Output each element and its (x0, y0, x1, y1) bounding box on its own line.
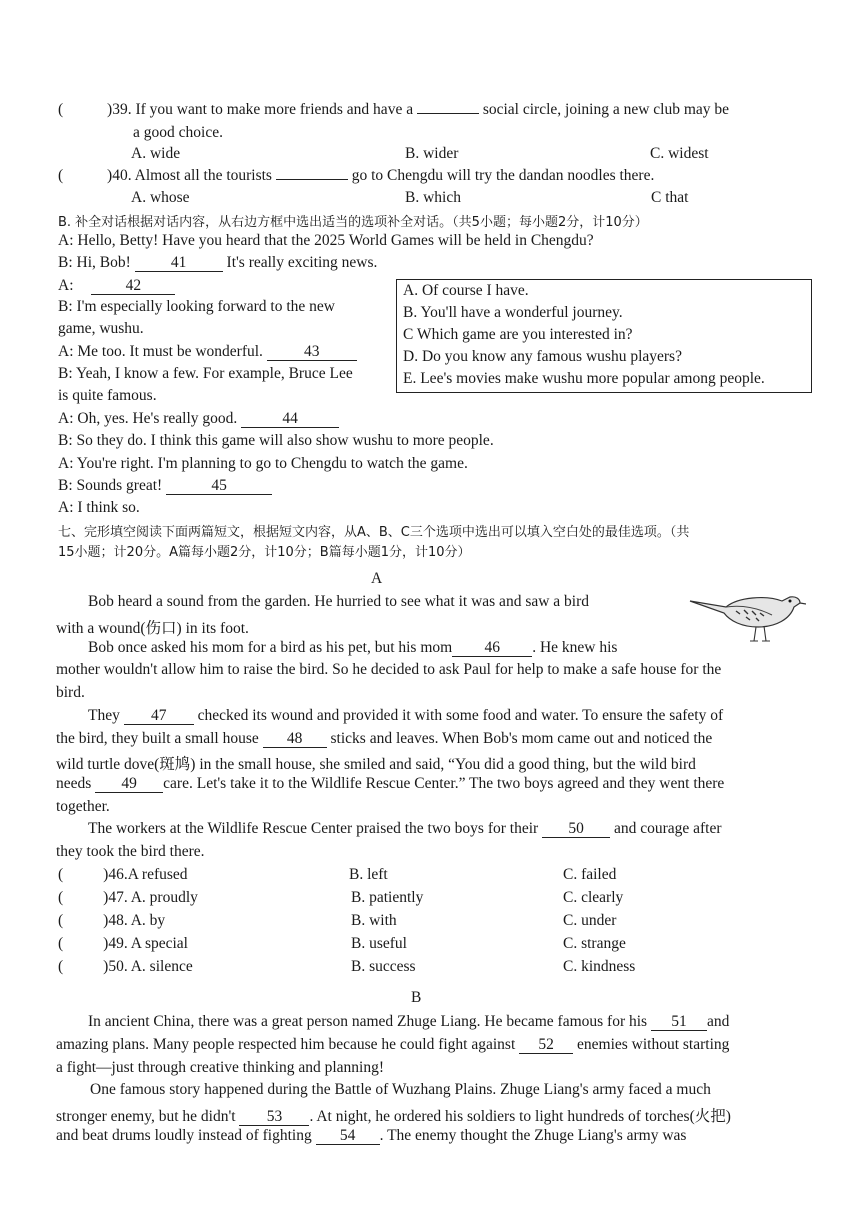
question-stem: Almost all the tourists (134, 167, 272, 184)
dialogue-line: game, wushu. (58, 320, 144, 337)
answer-paren: ( (58, 101, 64, 118)
dialogue-line: is quite famous. (58, 387, 157, 404)
answer-blank-41[interactable]: 41 (135, 255, 223, 272)
cloze-blank-51[interactable]: 51 (651, 1014, 707, 1031)
option-b: B. patiently (351, 889, 424, 906)
answer-blank-45[interactable]: 45 (166, 478, 272, 495)
choice-row: ( )47. A. proudly (58, 889, 198, 906)
passage-line: The workers at the Wildlife Rescue Center praised the two boys for their 50 and courage after (88, 820, 722, 837)
cloze-blank-49[interactable]: 49 (95, 776, 163, 793)
option-item: B. You'll have a wonderful journey. (403, 304, 623, 321)
dialogue-line: B: I'm especially looking forward to the new (58, 298, 335, 315)
question-stem-cont: social circle, joining a new club may be (482, 101, 730, 118)
passage-line: they took the bird there. (56, 843, 205, 860)
option-item: D. Do you know any famous wushu players? (403, 348, 682, 365)
answer-blank-44[interactable]: 44 (241, 411, 339, 428)
answer-blank[interactable] (276, 179, 348, 180)
passage-line: bird. (56, 684, 85, 701)
passage-label: B (411, 989, 422, 1006)
passage-line: wild turtle dove(斑鸠) in the small house, she smiled and said, “You did a good thing, but the wild bird (56, 756, 696, 773)
dialogue-line: A: Hello, Betty! Have you heard that the 2025 World Games will be held in Chengdu? (58, 232, 594, 249)
choice-row: ( )50. A. silence (58, 958, 193, 975)
option-item: E. Lee's movies make wushu more popular among people. (403, 370, 765, 387)
option-c: C. strange (563, 935, 626, 952)
dialogue-line: A: You're right. I'm planning to go to Chengdu to watch the game. (58, 455, 468, 472)
passage-line: Bob heard a sound from the garden. He hurried to see what it was and saw a bird (88, 593, 590, 610)
answer-blank[interactable] (417, 113, 479, 114)
question-number: 39 (112, 101, 128, 118)
answer-blank-42[interactable]: 42 (91, 278, 175, 295)
passage-line: with a wound(伤口) in its foot. (56, 620, 249, 637)
option-a: A. wide (131, 145, 181, 162)
option-a: A. whose (131, 189, 190, 206)
dialogue-line: B: Yeah, I know a few. For example, Bruce Lee (58, 365, 353, 382)
option-c: C. under (563, 912, 617, 929)
dialogue-line: B: So they do. I think this game will also show wushu to more people. (58, 432, 494, 449)
option-b: B. left (349, 866, 388, 883)
option-b: B. with (351, 912, 397, 929)
passage-line: One famous story happened during the Battle of Wuzhang Plains. Zhuge Liang's army faced a much (90, 1081, 711, 1098)
passage-line: Bob once asked his mom for a bird as his pet, but his mom 46 . He knew his (88, 639, 618, 656)
option-c: C. kindness (563, 958, 636, 975)
passage-line: together. (56, 798, 110, 815)
option-item: A. Of course I have. (403, 282, 529, 299)
question-number: 40 (112, 167, 128, 184)
choice-row: ( )48. A. by (58, 912, 166, 929)
option-b: B. useful (351, 935, 407, 952)
passage-line: mother wouldn't allow him to raise the bird. So he decided to ask Paul for help to make a safe house for the (56, 661, 722, 678)
section-heading: 七、完形填空阅读下面两篇短文，根据短文内容，从A、B、C三个选项中选出可以填入空白处的最佳选项。（共 (58, 525, 690, 540)
option-c: C. widest (650, 145, 709, 162)
option-item: C Which game are you interested in? (403, 326, 633, 343)
passage-line: stronger enemy, but he didn't 53 . At night, he ordered his soldiers to light hundreds of torches(火把) (56, 1108, 731, 1125)
cloze-blank-54[interactable]: 54 (316, 1128, 380, 1145)
choice-row: ( )49. A special (58, 935, 188, 952)
answer-paren: ( (58, 167, 64, 184)
dialogue-line: A: 42 (58, 277, 175, 295)
passage-line: In ancient China, there was a great person named Zhuge Liang. He became famous for his 51 and (88, 1013, 730, 1030)
bird-illustration (686, 585, 806, 647)
option-c: C. clearly (563, 889, 624, 906)
choice-row: ( )46.A refused (58, 866, 188, 883)
cloze-blank-52[interactable]: 52 (519, 1037, 573, 1054)
option-c: C. failed (563, 866, 617, 883)
passage-line: and beat drums loudly instead of fighting 54 . The enemy thought the Zhuge Liang's army was (56, 1127, 687, 1144)
passage-line: They 47 checked its wound and provided it with some food and water. To ensure the safety of (88, 707, 724, 724)
dialogue-line: B: Hi, Bob! 41 It's really exciting news. (58, 254, 378, 271)
dialogue-line: A: Me too. It must be wonderful. 43 (58, 343, 357, 361)
option-b: B. wider (405, 145, 459, 162)
dialogue-line: A: Oh, yes. He's really good. 44 (58, 410, 339, 428)
question-stem: If you want to make more friends and have a (135, 101, 414, 118)
cloze-blank-46[interactable]: 46 (452, 640, 532, 657)
option-b: B. which (405, 189, 461, 206)
question-39-cont: a good choice. (133, 124, 223, 141)
passage-line: a fight—just through creative thinking and planning! (56, 1059, 385, 1076)
passage-label: A (371, 570, 383, 587)
dialogue-line: B: Sounds great! 45 (58, 477, 272, 495)
cloze-blank-47[interactable]: 47 (124, 708, 194, 725)
options-box (396, 279, 812, 393)
cloze-blank-48[interactable]: 48 (263, 731, 327, 748)
cloze-blank-53[interactable]: 53 (239, 1109, 309, 1126)
section-heading-cont: 15小题；计20分。A篇每小题2分，计10分；B篇每小题1分，计10分） (58, 545, 471, 560)
answer-blank-43[interactable]: 43 (267, 344, 357, 361)
option-c: C that (651, 189, 689, 206)
question-40: ( )40. Almost all the tourists go to Chengdu will try the dandan noodles there. (58, 167, 655, 184)
question-39: ( )39. If you want to make more friends and have a social circle, joining a new club may be (58, 101, 730, 118)
section-heading: B. 补全对话根据对话内容，从右边方框中选出适当的选项补全对话。（共5小题；每小题2分，计10分） (58, 215, 648, 230)
question-stem-cont: go to Chengdu will try the dandan noodles there. (351, 167, 655, 184)
passage-line: needs 49 care. Let's take it to the Wildlife Rescue Center.” The two boys agreed and they went there (56, 775, 725, 792)
passage-line: amazing plans. Many people respected him because he could fight against 52 enemies without starting (56, 1036, 730, 1053)
cloze-blank-50[interactable]: 50 (542, 821, 610, 838)
dialogue-line: A: I think so. (58, 499, 140, 516)
option-b: B. success (351, 958, 416, 975)
passage-line: the bird, they built a small house 48 sticks and leaves. When Bob's mom came out and noticed the (56, 730, 713, 747)
